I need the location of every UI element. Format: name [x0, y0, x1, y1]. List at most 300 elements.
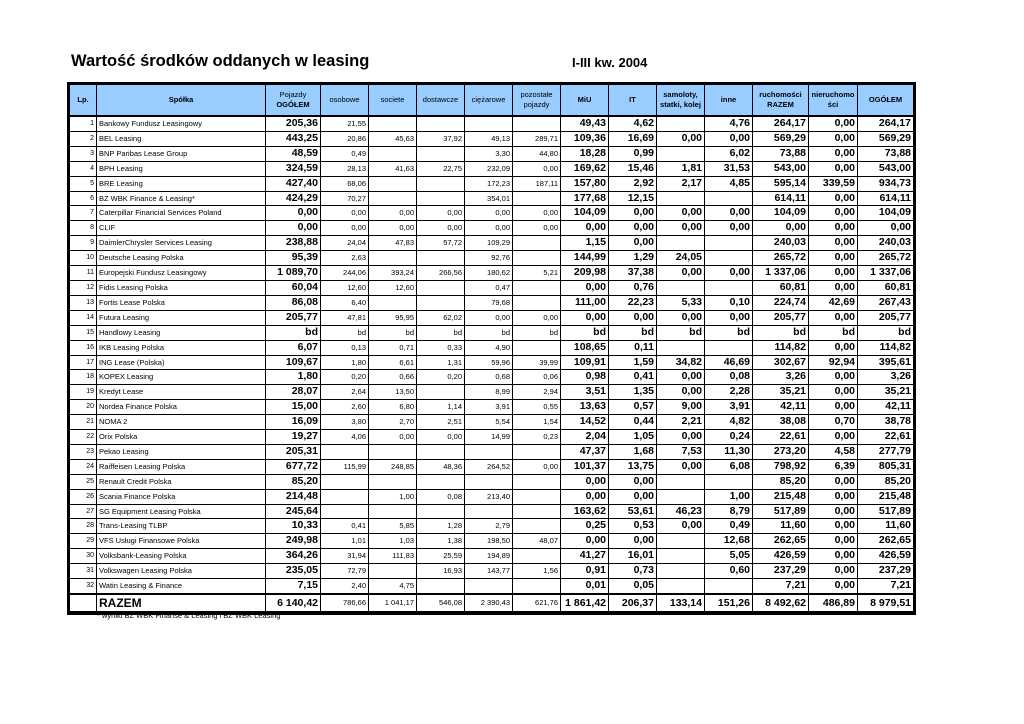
cell-vehicles-total: 249,98	[266, 534, 321, 549]
cell-movables: 3,26	[753, 370, 809, 385]
cell-company: SG Equipment Leasing Polska	[97, 504, 266, 519]
cell-other-vehicles: 44,80	[513, 146, 561, 161]
cell-realestate: 0,00	[809, 519, 858, 534]
cell-vehicles-total: 677,72	[266, 459, 321, 474]
cell-aircraft: 0,00	[657, 131, 705, 146]
cell-vans	[417, 474, 465, 489]
cell-movables: 38,08	[753, 415, 809, 430]
header-vehicles-line2: OGÓŁEM	[276, 100, 310, 109]
cell-other-vehicles: 48,07	[513, 534, 561, 549]
cell-vehicles-total: 205,36	[266, 116, 321, 131]
cell-societe: 0,66	[369, 370, 417, 385]
cell-aircraft: 0,00	[657, 459, 705, 474]
table-row	[70, 295, 914, 310]
cell-lp: 31	[70, 564, 97, 579]
cell-aircraft: 0,00	[657, 221, 705, 236]
cell-miu: 0,00	[561, 489, 609, 504]
header-vehicles-line1: Pojazdy	[279, 90, 307, 99]
cell-societe: 4,75	[369, 579, 417, 594]
cell-aircraft	[657, 534, 705, 549]
cell-other-vehicles: 0,23	[513, 430, 561, 445]
cell-vehicles-total: 443,25	[266, 131, 321, 146]
cell-miu: 157,80	[561, 176, 609, 191]
cell-realestate: 0,00	[809, 549, 858, 564]
cell-it: 16,01	[609, 549, 657, 564]
cell-other: 0,00	[705, 131, 753, 146]
cell-company: Trans-Leasing TLBP	[97, 519, 266, 534]
cell-total: 7,21	[858, 579, 914, 594]
cell-other-vehicles	[513, 474, 561, 489]
cell-trucks: 3,91	[465, 400, 513, 415]
cell-vehicles-total: 205,31	[266, 444, 321, 459]
cell-other: 0,08	[705, 370, 753, 385]
cell-vehicles-total: 427,40	[266, 176, 321, 191]
cell-movables: 7,21	[753, 579, 809, 594]
header-cars: osobowe	[321, 85, 369, 117]
cell-vans	[417, 295, 465, 310]
cell-aircraft	[657, 564, 705, 579]
page-title: Wartość środków oddanych w leasing	[71, 52, 370, 70]
cell-miu: 104,09	[561, 206, 609, 221]
cell-total: 22,61	[858, 430, 914, 445]
cell-movables: 0,00	[753, 221, 809, 236]
cell-other: 6,08	[705, 459, 753, 474]
cell-it: 0,00	[609, 206, 657, 221]
cell-vans	[417, 504, 465, 519]
cell-realestate: 0,00	[809, 131, 858, 146]
cell-other-vehicles: 0,00	[513, 161, 561, 176]
cell-lp: 16	[70, 340, 97, 355]
cell-cars: 2,63	[321, 251, 369, 266]
cell-societe: 95,95	[369, 310, 417, 325]
cell-trucks: 213,40	[465, 489, 513, 504]
header-aircraft-line1: samoloty,	[663, 90, 698, 99]
cell-lp: 19	[70, 385, 97, 400]
cell-aircraft: 46,23	[657, 504, 705, 519]
cell-cars: 115,99	[321, 459, 369, 474]
cell-company: Kredyt Lease	[97, 385, 266, 400]
cell-vans: 1,31	[417, 355, 465, 370]
cell-other-vehicles	[513, 280, 561, 295]
cell-movables: 517,89	[753, 504, 809, 519]
cell-realestate: 0,00	[809, 191, 858, 206]
cell-other: 3,91	[705, 400, 753, 415]
cell-vehicles-total: 324,59	[266, 161, 321, 176]
cell-aircraft	[657, 474, 705, 489]
cell-societe	[369, 444, 417, 459]
cell-other-vehicles	[513, 549, 561, 564]
cell-cars: 24,04	[321, 236, 369, 251]
cell-aircraft	[657, 280, 705, 295]
cell-total: 569,29	[858, 131, 914, 146]
cell-movables: 595,14	[753, 176, 809, 191]
cell-vans: 0,00	[417, 430, 465, 445]
cell-other-vehicles: 5,21	[513, 266, 561, 281]
cell-trucks: 2 390,43	[465, 594, 513, 612]
cell-other: 46,69	[705, 355, 753, 370]
cell-cars: 0,20	[321, 370, 369, 385]
header-realestate	[809, 85, 858, 117]
cell-societe	[369, 504, 417, 519]
cell-realestate: 0,00	[809, 564, 858, 579]
cell-other	[705, 251, 753, 266]
cell-cars: 0,41	[321, 519, 369, 534]
cell-other-vehicles: 0,06	[513, 370, 561, 385]
table-row	[70, 415, 914, 430]
header-miu: MiU	[561, 85, 609, 117]
cell-it: 53,61	[609, 504, 657, 519]
cell-it: 2,92	[609, 176, 657, 191]
cell-realestate: 42,69	[809, 295, 858, 310]
cell-societe: 45,63	[369, 131, 417, 146]
cell-company: VFS Usługi Finansowe Polska	[97, 534, 266, 549]
leasing-table	[69, 84, 914, 613]
cell-movables: 60,81	[753, 280, 809, 295]
cell-company: Caterpillar Financial Services Poland	[97, 206, 266, 221]
cell-lp: 18	[70, 370, 97, 385]
cell-miu: 111,00	[561, 295, 609, 310]
cell-miu: 0,25	[561, 519, 609, 534]
cell-realestate: 0,00	[809, 579, 858, 594]
table-row	[70, 191, 914, 206]
cell-company: DaimlerChrysler Services Leasing	[97, 236, 266, 251]
cell-vehicles-total: 85,20	[266, 474, 321, 489]
cell-other-vehicles	[513, 489, 561, 504]
cell-miu: 0,98	[561, 370, 609, 385]
cell-realestate: 339,59	[809, 176, 858, 191]
cell-company: Europejski Fundusz Leasingowy	[97, 266, 266, 281]
header-movables-line2: RAZEM	[767, 100, 794, 109]
cell-lp: 22	[70, 430, 97, 445]
cell-movables: 22,61	[753, 430, 809, 445]
cell-trucks: 0,47	[465, 280, 513, 295]
cell-societe: 1,03	[369, 534, 417, 549]
header-vehicles-total	[266, 85, 321, 117]
cell-total: 85,20	[858, 474, 914, 489]
cell-miu: 169,62	[561, 161, 609, 176]
cell-cars: 70,27	[321, 191, 369, 206]
cell-company: Pekao Leasing	[97, 444, 266, 459]
cell-cars: 2,40	[321, 579, 369, 594]
cell-cars: 244,06	[321, 266, 369, 281]
cell-other-vehicles	[513, 236, 561, 251]
cell-cars: 1,01	[321, 534, 369, 549]
cell-vans: 1,14	[417, 400, 465, 415]
cell-trucks: 49,13	[465, 131, 513, 146]
cell-other: 4,76	[705, 116, 753, 131]
cell-cars: 31,94	[321, 549, 369, 564]
cell-trucks: 0,00	[465, 310, 513, 325]
cell-it: 0,00	[609, 474, 657, 489]
cell-total: 395,61	[858, 355, 914, 370]
cell-aircraft: 0,00	[657, 385, 705, 400]
cell-miu: 49,43	[561, 116, 609, 131]
cell-vans: bd	[417, 325, 465, 340]
header-aircraft	[657, 85, 705, 117]
cell-vans: 25,59	[417, 549, 465, 564]
cell-it: 0,76	[609, 280, 657, 295]
table-row	[70, 549, 914, 564]
cell-total: 265,72	[858, 251, 914, 266]
cell-miu: 0,00	[561, 310, 609, 325]
cell-trucks: 59,96	[465, 355, 513, 370]
cell-cars: 3,80	[321, 415, 369, 430]
cell-cars: 21,55	[321, 116, 369, 131]
cell-company: BPH Leasing	[97, 161, 266, 176]
cell-realestate: 0,70	[809, 415, 858, 430]
cell-it: 0,73	[609, 564, 657, 579]
total-row	[70, 594, 914, 612]
cell-total: 38,78	[858, 415, 914, 430]
cell-it: 0,00	[609, 236, 657, 251]
cell-aircraft: 133,14	[657, 594, 705, 612]
cell-aircraft: 1,81	[657, 161, 705, 176]
cell-cars: 6,40	[321, 295, 369, 310]
cell-vehicles-total: 364,26	[266, 549, 321, 564]
cell-company: CLIF	[97, 221, 266, 236]
cell-lp: 8	[70, 221, 97, 236]
cell-total: bd	[858, 325, 914, 340]
cell-company: RAZEM	[97, 594, 266, 612]
cell-lp: 1	[70, 116, 97, 131]
cell-vehicles-total: 6 140,42	[266, 594, 321, 612]
cell-it: 0,99	[609, 146, 657, 161]
cell-trucks: 5,54	[465, 415, 513, 430]
cell-aircraft	[657, 146, 705, 161]
cell-movables: 73,88	[753, 146, 809, 161]
header-other-vehicles-line1: pozostałe	[520, 90, 553, 99]
table-row	[70, 579, 914, 594]
cell-total: 805,31	[858, 459, 914, 474]
cell-movables: 215,48	[753, 489, 809, 504]
cell-company: Volkswagen Leasing Polska	[97, 564, 266, 579]
cell-societe: 5,85	[369, 519, 417, 534]
cell-societe: 13,50	[369, 385, 417, 400]
cell-vehicles-total: 95,39	[266, 251, 321, 266]
cell-other: 5,05	[705, 549, 753, 564]
cell-aircraft: 0,00	[657, 266, 705, 281]
cell-vehicles-total: 48,59	[266, 146, 321, 161]
cell-aircraft	[657, 116, 705, 131]
cell-aircraft: 0,00	[657, 206, 705, 221]
cell-trucks	[465, 116, 513, 131]
cell-other-vehicles: 1,56	[513, 564, 561, 579]
cell-realestate: 0,00	[809, 116, 858, 131]
header-vans: dostawcze	[417, 85, 465, 117]
cell-other: 11,30	[705, 444, 753, 459]
cell-trucks: 180,62	[465, 266, 513, 281]
cell-realestate: 4,58	[809, 444, 858, 459]
cell-vans	[417, 251, 465, 266]
table-row	[70, 519, 914, 534]
cell-realestate: 0,00	[809, 206, 858, 221]
cell-realestate: 0,00	[809, 385, 858, 400]
cell-trucks: 3,30	[465, 146, 513, 161]
cell-other: 4,85	[705, 176, 753, 191]
cell-trucks	[465, 474, 513, 489]
cell-societe: 1,00	[369, 489, 417, 504]
cell-societe: 0,00	[369, 206, 417, 221]
cell-movables: 273,20	[753, 444, 809, 459]
cell-it: 1,05	[609, 430, 657, 445]
cell-lp: 10	[70, 251, 97, 266]
cell-aircraft: bd	[657, 325, 705, 340]
cell-miu: 1 861,42	[561, 594, 609, 612]
cell-trucks: 232,09	[465, 161, 513, 176]
cell-trucks: 4,90	[465, 340, 513, 355]
cell-total: 215,48	[858, 489, 914, 504]
cell-other: 0,00	[705, 206, 753, 221]
cell-lp: 25	[70, 474, 97, 489]
cell-other-vehicles	[513, 504, 561, 519]
cell-it: 0,00	[609, 310, 657, 325]
cell-vans: 57,72	[417, 236, 465, 251]
cell-vehicles-total: 86,08	[266, 295, 321, 310]
cell-vans: 2,51	[417, 415, 465, 430]
cell-aircraft	[657, 579, 705, 594]
cell-aircraft	[657, 236, 705, 251]
header-total: OGÓŁEM	[858, 85, 914, 117]
table-row	[70, 116, 914, 131]
cell-realestate: 0,00	[809, 400, 858, 415]
cell-lp: 4	[70, 161, 97, 176]
cell-other	[705, 191, 753, 206]
cell-movables: 205,77	[753, 310, 809, 325]
cell-total: 1 337,06	[858, 266, 914, 281]
cell-it: 12,15	[609, 191, 657, 206]
cell-vehicles-total: 60,04	[266, 280, 321, 295]
cell-vans	[417, 176, 465, 191]
header-trucks: ciężarowe	[465, 85, 513, 117]
cell-cars: 20,86	[321, 131, 369, 146]
cell-miu: 108,65	[561, 340, 609, 355]
cell-movables: 614,11	[753, 191, 809, 206]
cell-it: 206,37	[609, 594, 657, 612]
cell-vans: 1,38	[417, 534, 465, 549]
cell-miu: 18,28	[561, 146, 609, 161]
header-realestate-line2: ści	[827, 100, 839, 109]
cell-miu: 101,37	[561, 459, 609, 474]
cell-total: 240,03	[858, 236, 914, 251]
cell-lp: 26	[70, 489, 97, 504]
cell-realestate: 0,00	[809, 340, 858, 355]
cell-lp: 14	[70, 310, 97, 325]
table-row	[70, 504, 914, 519]
cell-other-vehicles: 289,71	[513, 131, 561, 146]
cell-other-vehicles	[513, 251, 561, 266]
cell-total: 277,79	[858, 444, 914, 459]
header-societe: societe	[369, 85, 417, 117]
cell-other	[705, 280, 753, 295]
cell-company: Volksbank-Leasing Polska	[97, 549, 266, 564]
cell-company: Futura Leasing	[97, 310, 266, 325]
cell-other: 8,79	[705, 504, 753, 519]
cell-miu: bd	[561, 325, 609, 340]
cell-vehicles-total: bd	[266, 325, 321, 340]
cell-vehicles-total: 424,29	[266, 191, 321, 206]
table-row	[70, 340, 914, 355]
cell-lp: 9	[70, 236, 97, 251]
cell-lp: 13	[70, 295, 97, 310]
cell-other-vehicles	[513, 191, 561, 206]
cell-vans: 546,08	[417, 594, 465, 612]
cell-realestate: 0,00	[809, 489, 858, 504]
cell-it: 16,69	[609, 131, 657, 146]
cell-realestate: 0,00	[809, 251, 858, 266]
table-row	[70, 534, 914, 549]
cell-societe: 47,83	[369, 236, 417, 251]
cell-miu: 14,52	[561, 415, 609, 430]
cell-cars: 0,00	[321, 206, 369, 221]
cell-aircraft: 34,82	[657, 355, 705, 370]
cell-it: 1,35	[609, 385, 657, 400]
cell-aircraft: 7,53	[657, 444, 705, 459]
cell-other	[705, 340, 753, 355]
cell-miu: 0,00	[561, 474, 609, 489]
cell-total: 262,65	[858, 534, 914, 549]
cell-cars: 12,60	[321, 280, 369, 295]
cell-it: bd	[609, 325, 657, 340]
cell-movables: 11,60	[753, 519, 809, 534]
header-movables	[753, 85, 809, 117]
cell-it: 37,38	[609, 266, 657, 281]
cell-other	[705, 579, 753, 594]
cell-lp: 21	[70, 415, 97, 430]
cell-lp: 23	[70, 444, 97, 459]
cell-miu: 0,00	[561, 280, 609, 295]
header-lp: Lp.	[70, 85, 97, 117]
cell-trucks: 198,50	[465, 534, 513, 549]
cell-other: 12,68	[705, 534, 753, 549]
cell-movables: 104,09	[753, 206, 809, 221]
cell-vans: 0,33	[417, 340, 465, 355]
cell-company: Fidis Leasing Polska	[97, 280, 266, 295]
cell-trucks: 143,77	[465, 564, 513, 579]
cell-aircraft	[657, 340, 705, 355]
header-other: inne	[705, 85, 753, 117]
cell-lp: 15	[70, 325, 97, 340]
cell-miu: 209,98	[561, 266, 609, 281]
cell-company: IKB Leasing Polska	[97, 340, 266, 355]
footnote: * wyniki BZ WBK Finanse & Leasing i BZ WBK Leasing	[97, 611, 281, 620]
cell-other-vehicles	[513, 579, 561, 594]
cell-total: 426,59	[858, 549, 914, 564]
cell-cars: 0,13	[321, 340, 369, 355]
cell-societe	[369, 146, 417, 161]
cell-company: Handlowy Leasing	[97, 325, 266, 340]
cell-miu: 163,62	[561, 504, 609, 519]
cell-trucks: bd	[465, 325, 513, 340]
cell-miu: 41,27	[561, 549, 609, 564]
cell-lp: 27	[70, 504, 97, 519]
cell-trucks: 109,29	[465, 236, 513, 251]
cell-lp: 12	[70, 280, 97, 295]
cell-societe	[369, 295, 417, 310]
cell-trucks: 79,68	[465, 295, 513, 310]
cell-societe	[369, 191, 417, 206]
cell-vans	[417, 579, 465, 594]
cell-company: Renault Credit Polska	[97, 474, 266, 489]
cell-movables: 426,59	[753, 549, 809, 564]
cell-vans	[417, 444, 465, 459]
cell-trucks: 0,00	[465, 206, 513, 221]
cell-cars: 28,13	[321, 161, 369, 176]
cell-trucks: 14,99	[465, 430, 513, 445]
cell-miu: 47,37	[561, 444, 609, 459]
cell-vehicles-total: 238,88	[266, 236, 321, 251]
cell-vans: 48,36	[417, 459, 465, 474]
cell-other-vehicles: 621,76	[513, 594, 561, 612]
